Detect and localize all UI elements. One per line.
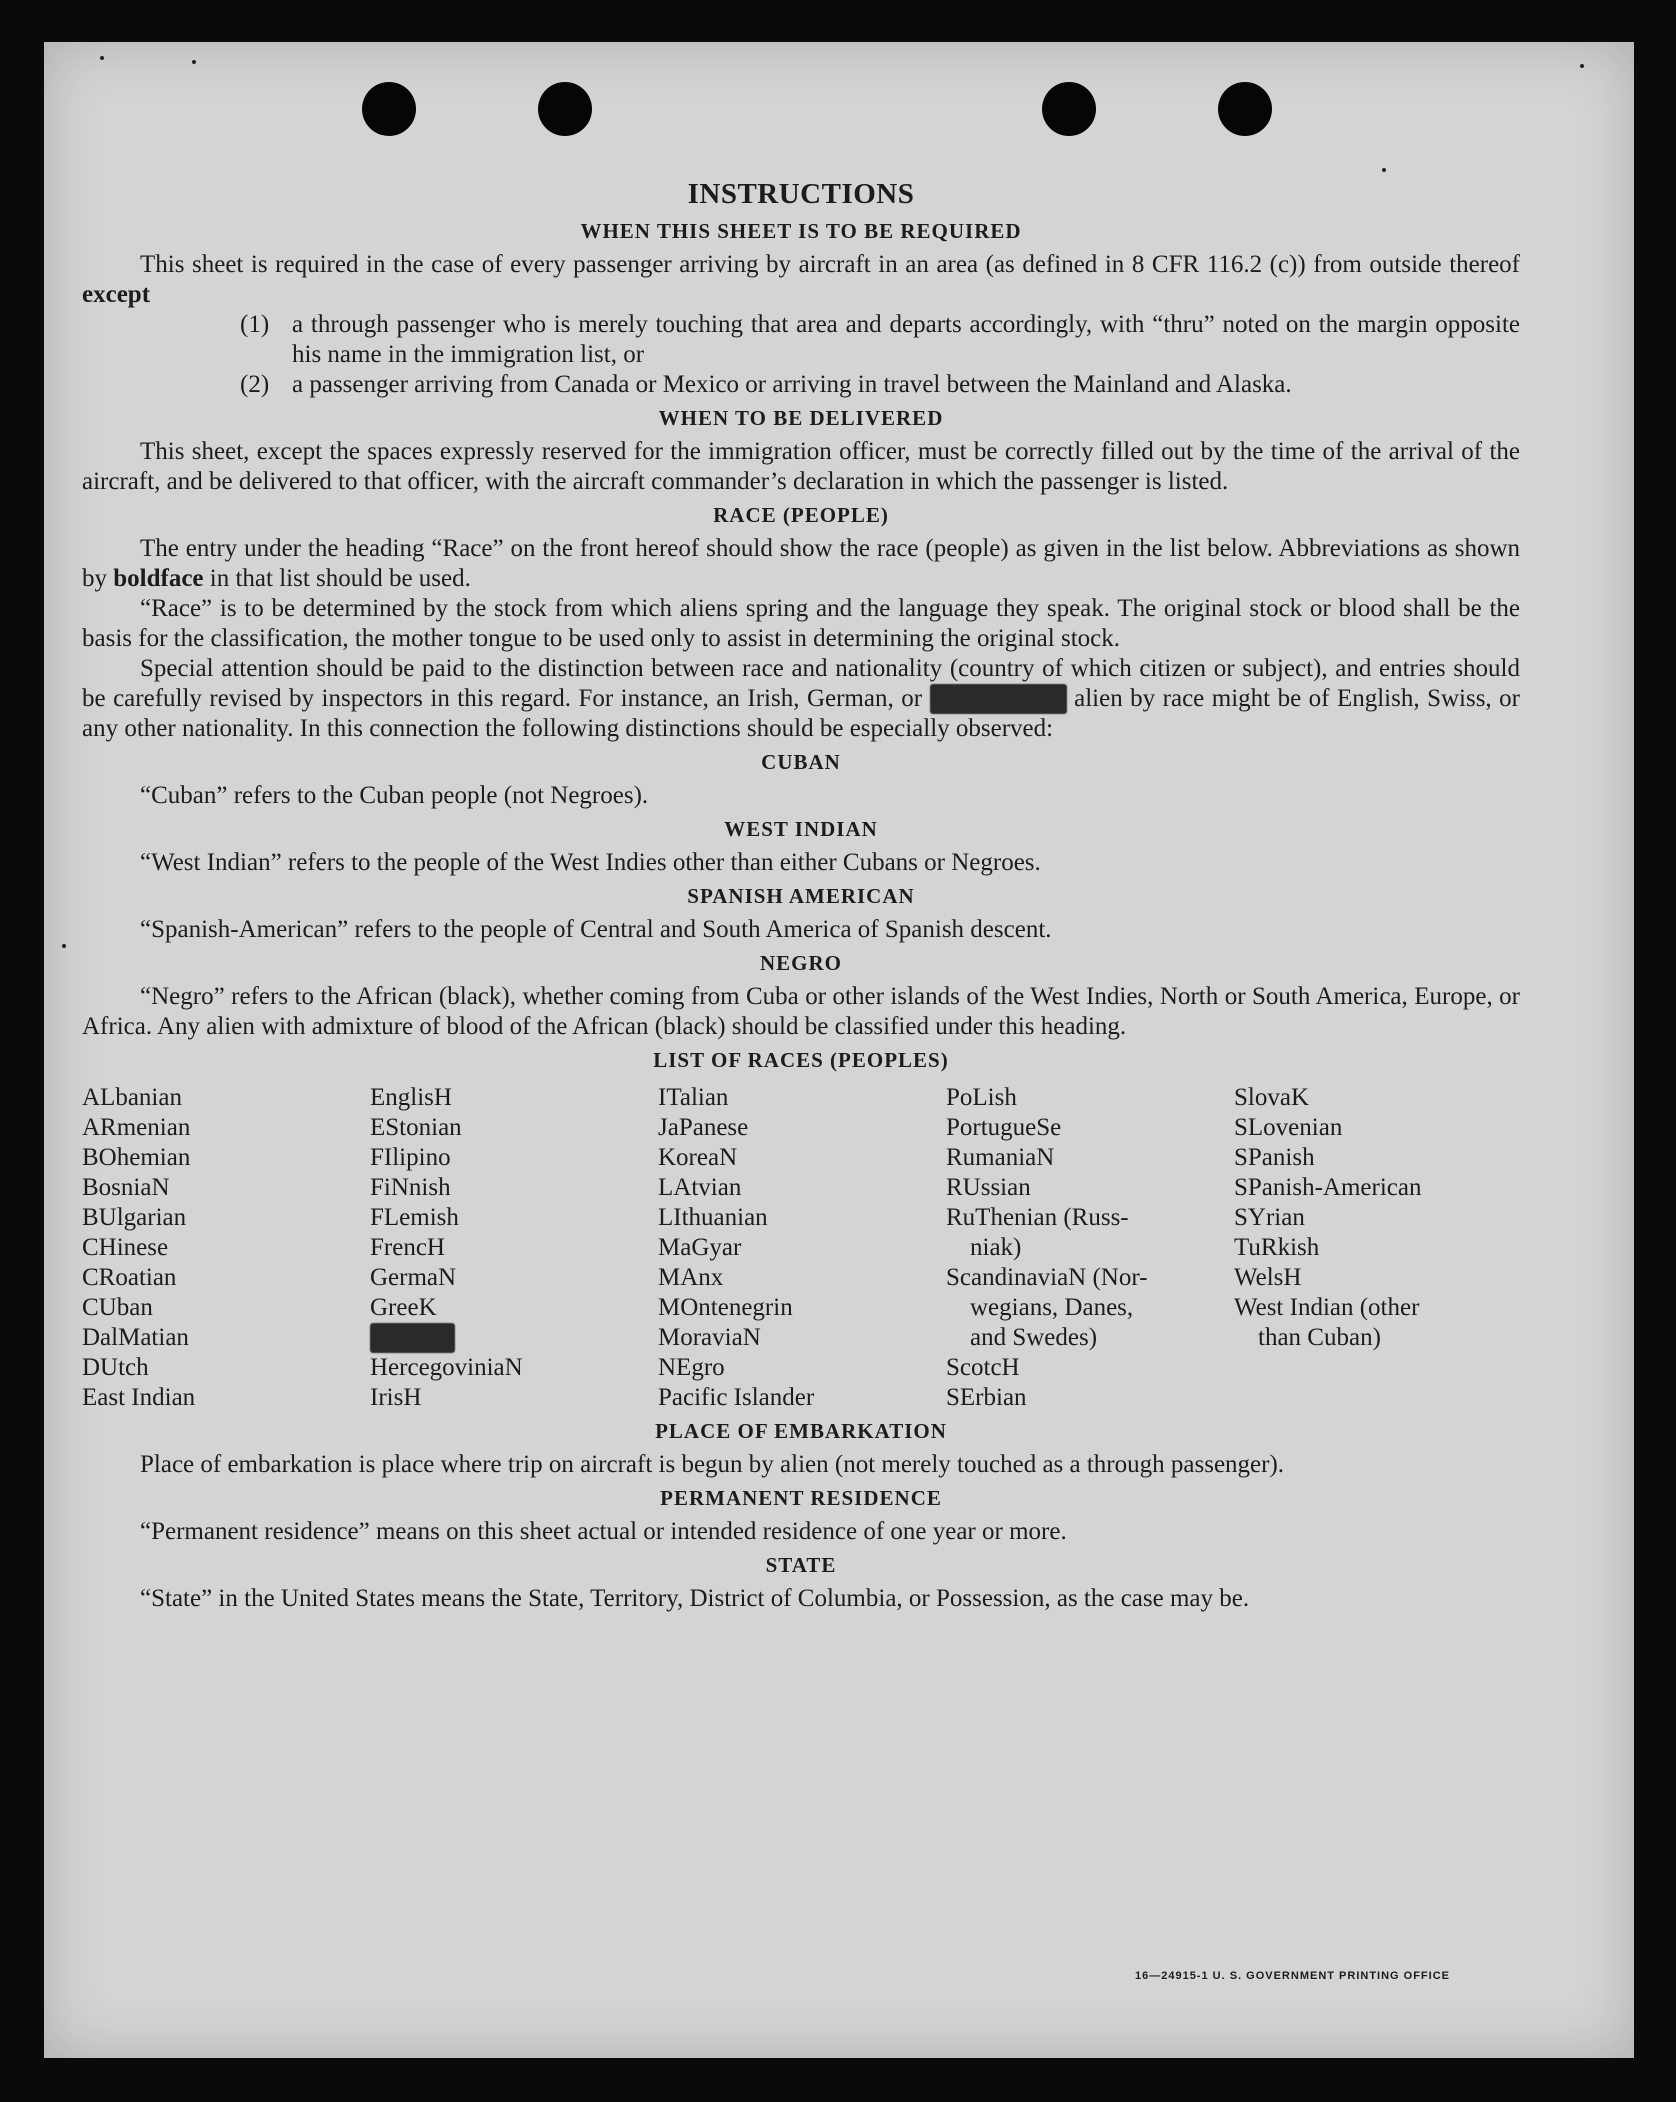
speck [62, 944, 66, 948]
heading-when-delivered: WHEN TO BE DELIVERED [658, 406, 944, 430]
race-item: ScotcH [946, 1354, 1020, 1381]
race-item: BOhemian [82, 1144, 191, 1171]
west-indian-text: “West Indian” refers to the people of the West Indies other than either Cubans or Negroes. [140, 849, 1041, 876]
page-title: INSTRUCTIONS [687, 178, 915, 210]
race-paragraph-3: Special attention should be paid to the distinction between race and nationality (country of which citizen or subject), and entries should be carefully revised by inspectors in this regard. For instance, an Irish, German, or alien by race might be of English, Swiss, or any other nationality. In this connection the following distinctions should be especially observed: [82, 655, 1520, 742]
race-item: East Indian [82, 1384, 196, 1411]
heading-cuban: CUBAN [761, 750, 841, 774]
heading-race: RACE (PEOPLE) [713, 503, 889, 527]
race-item: RUssian [946, 1174, 1031, 1201]
race-column [82, 1083, 370, 1413]
heading-west-indian: WEST INDIAN [724, 817, 878, 841]
race-item: HercegoviniaN [370, 1354, 523, 1381]
race-item: SErbian [946, 1384, 1027, 1411]
punch-hole [1218, 82, 1272, 136]
race-item: FLemish [370, 1204, 459, 1231]
race-item: RumaniaN [946, 1144, 1055, 1171]
race-item: MaGyar [658, 1234, 742, 1261]
race-list [82, 1083, 1520, 1413]
race-item: PortugueSe [946, 1114, 1062, 1141]
race-item: DUtch [82, 1354, 149, 1381]
document-content [82, 178, 1520, 1614]
exception-item: (2) a passenger arriving from Canada or Mexico or arriving in travel between the Mainland and Alaska. [240, 371, 1292, 398]
race-item: ScandinaviaN (Nor- [946, 1264, 1148, 1291]
race-column [658, 1083, 946, 1413]
race-item: SPanish-American [1234, 1174, 1422, 1201]
race-item: FrencH [370, 1234, 445, 1261]
state-text: “State” in the United States means the State, Territory, District of Columbia, or Possession, as the case may be. [140, 1585, 1250, 1612]
race-item-continued: than Cuban) [1258, 1324, 1381, 1351]
race-item: FiNnish [370, 1174, 451, 1201]
document-sheet [44, 42, 1634, 2058]
punch-hole [538, 82, 592, 136]
race-item-continued: wegians, Danes, [970, 1294, 1134, 1321]
punch-hole [362, 82, 416, 136]
negro-text: “Negro” refers to the African (black), whether coming from Cuba or other islands of the West Indies, North or South America, Europe, or Africa. Any alien with admixture of blood of the African (black) should be classified under this heading. [82, 983, 1520, 1040]
printer-footer: 16—24915-1 U. S. GOVERNMENT PRINTING OFFICE [1134, 1970, 1450, 1982]
speck [1580, 64, 1584, 68]
cuban-text: “Cuban” refers to the Cuban people (not Negroes). [140, 782, 649, 809]
race-item: BosniaN [82, 1174, 170, 1201]
exception-item: (1) a through passenger who is merely touching that area and departs accordingly, with “thru” noted on the margin opposite his name in the immigration list, or [240, 311, 1520, 368]
race-item: EnglisH [370, 1084, 452, 1111]
race-item: MoraviaN [658, 1324, 761, 1351]
race-item: LAtvian [658, 1174, 742, 1201]
punch-hole [1042, 82, 1096, 136]
race-item: MAnx [658, 1264, 724, 1291]
race-item: JaPanese [658, 1114, 749, 1141]
redacted-word [930, 684, 1067, 714]
race-item: SYrian [1234, 1204, 1305, 1231]
race-item: FIlipino [370, 1144, 451, 1171]
race-item-continued: niak) [970, 1234, 1022, 1261]
race-item: NEgro [658, 1354, 725, 1381]
race-item: CUban [82, 1294, 153, 1321]
heading-list-of-races: LIST OF RACES (PEOPLES) [653, 1048, 949, 1072]
heading-embarkation: PLACE OF EMBARKATION [655, 1419, 947, 1443]
race-column [1234, 1083, 1522, 1413]
residence-text: “Permanent residence” means on this sheet actual or intended residence of one year or more. [140, 1518, 1067, 1545]
race-item: CRoatian [82, 1264, 177, 1291]
heading-state: STATE [765, 1553, 837, 1577]
heading-negro: NEGRO [759, 951, 842, 975]
race-item: RuThenian (Russ- [946, 1204, 1129, 1231]
when-required-intro: This sheet is required in the case of every passenger arriving by aircraft in an area (as defined in 8 CFR 116.2 (c)) from outside thereof except [82, 251, 1520, 308]
race-item: DalMatian [82, 1324, 189, 1351]
race-item: ALbanian [82, 1084, 182, 1111]
race-item: KoreaN [658, 1144, 738, 1171]
race-item: IrisH [370, 1384, 422, 1411]
race-column [370, 1083, 658, 1413]
race-item: GermaN [370, 1264, 457, 1291]
heading-spanish-american: SPANISH AMERICAN [687, 884, 915, 908]
heading-when-required: WHEN THIS SHEET IS TO BE REQUIRED [580, 219, 1022, 243]
race-item: SLovenian [1234, 1114, 1343, 1141]
heading-permanent-residence: PERMANENT RESIDENCE [660, 1486, 942, 1510]
race-item: ITalian [658, 1084, 729, 1111]
race-item: ARmenian [82, 1114, 191, 1141]
race-item: SlovaK [1234, 1084, 1309, 1111]
race-item: WelsH [1234, 1264, 1302, 1291]
race-item: BUlgarian [82, 1204, 187, 1231]
race-item: LIthuanian [658, 1204, 768, 1231]
race-item: MOntenegrin [658, 1294, 793, 1321]
when-delivered-text: This sheet, except the spaces expressly reserved for the immigration officer, must be correctly filled out by the time of the arrival of the aircraft, and be delivered to that officer, with the aircraft commander’s declaration in which the passenger is listed. [82, 438, 1520, 495]
embarkation-text: Place of embarkation is place where trip on aircraft is begun by alien (not merely touched as a through passenger). [140, 1451, 1285, 1478]
spanish-american-text: “Spanish-American” refers to the people of Central and South America of Spanish descent. [140, 916, 1052, 943]
race-item: SPanish [1234, 1144, 1315, 1171]
race-item-redacted [370, 1323, 658, 1353]
race-item: Pacific Islander [658, 1384, 815, 1411]
race-item-continued: and Swedes) [970, 1324, 1098, 1351]
race-item: West Indian (other [1234, 1294, 1420, 1321]
speck [192, 60, 196, 64]
race-item: TuRkish [1234, 1234, 1320, 1261]
race-column [946, 1083, 1234, 1413]
race-item: CHinese [82, 1234, 169, 1261]
speck [100, 56, 104, 60]
race-item: GreeK [370, 1294, 437, 1321]
race-item: EStonian [370, 1114, 462, 1141]
speck [1382, 168, 1386, 172]
race-paragraph-1: The entry under the heading “Race” on the front hereof should show the race (people) as given in the list below. Abbreviations as shown by boldface in that list should be used. [82, 535, 1520, 592]
race-paragraph-2: “Race” is to be determined by the stock from which aliens spring and the language they speak. The original stock or blood shall be the basis for the classification, the mother tongue to be used only to assist in determining the original stock. [82, 595, 1520, 652]
race-item: PoLish [946, 1084, 1017, 1111]
